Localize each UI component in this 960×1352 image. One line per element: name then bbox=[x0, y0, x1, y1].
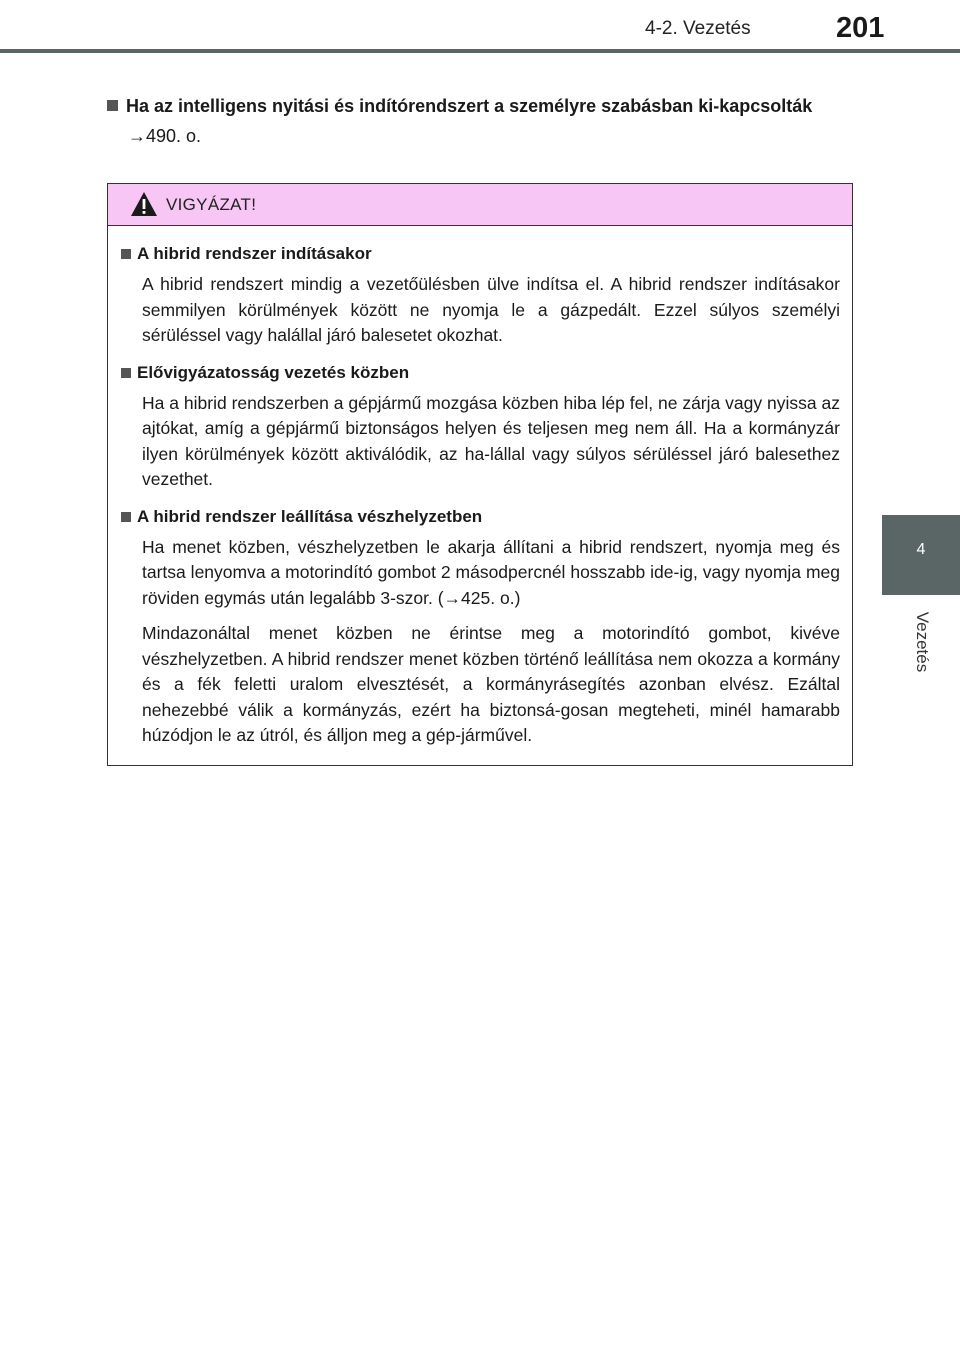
warning-box bbox=[107, 183, 853, 766]
warning-paragraph: Mindazonáltal menet közben ne érintse meg a motorindító gombot, kivéve vészhelyzetben. A hibrid rendszer menet közben történő leállítása nem okozza a kormány és a fék feletti uralom elvesztését, a kormányrásegítés azonban elvész. Ezáltal nehezebbé válik a kormányzás, ezért ha biztonsá-gosan megteheti, minél hamarabb húzódjon le az útról, és álljon meg a gép-járművel. bbox=[142, 623, 840, 745]
warning-section-title-text: A hibrid rendszer indításakor bbox=[137, 244, 372, 263]
warning-section-title bbox=[121, 506, 840, 528]
square-bullet-icon bbox=[121, 512, 131, 522]
warning-label: VIGYÁZAT! bbox=[166, 195, 257, 214]
page-reference: →490. o. bbox=[128, 126, 202, 146]
warning-section-title bbox=[121, 362, 840, 384]
warning-section bbox=[121, 506, 840, 749]
running-header-section: 4-2. Vezetés bbox=[645, 18, 751, 39]
chapter-tab-number: 4 bbox=[916, 541, 926, 558]
warning-section-title bbox=[121, 243, 840, 265]
page-number: 201 bbox=[836, 12, 885, 44]
warning-triangle-icon bbox=[130, 191, 158, 217]
warning-paragraph: Ha menet közben, vészhelyzetben le akarja állítani a hibrid rendszert, nyomja meg és tartsa lenyomva a motorindító gombot 2 másodpercnél hosszabb ide-ig, vagy nyomja meg röviden egymás után legalább 3-szor. (→425. o.) bbox=[142, 536, 840, 608]
intro-heading bbox=[107, 94, 852, 118]
warning-section-title-text: Elővigyázatosság vezetés közben bbox=[137, 362, 410, 382]
warning-section bbox=[121, 362, 840, 493]
square-bullet-icon bbox=[121, 368, 131, 378]
warning-section-title-text: A hibrid rendszer leállítása vészhelyzetben bbox=[137, 506, 483, 526]
square-bullet-icon bbox=[121, 249, 131, 259]
header-rule bbox=[0, 49, 960, 53]
chapter-tab bbox=[882, 515, 960, 595]
warning-section bbox=[121, 243, 840, 349]
square-bullet-icon bbox=[107, 100, 118, 111]
warning-paragraph: A hibrid rendszert mindig a vezetőülésben ülve indítsa el. A hibrid rendszer indításakor semmilyen körülmények között ne nyomja le a gázpedált. Ezzel súlyos személyi sérüléssel vagy halállal járó balesetet okozhat. bbox=[142, 274, 840, 345]
warning-body bbox=[108, 226, 852, 749]
warning-header bbox=[108, 184, 852, 226]
chapter-tab-label: Vezetés bbox=[913, 611, 932, 673]
warning-paragraph: Ha a hibrid rendszerben a gépjármű mozgása közben hiba lép fel, ne zárja vagy nyissa az ajtókat, amíg a gépjármű biztonságos helyen és teljesen meg nem áll. Ha a kormányzár ilyen körülmények között aktiválódik, az ha-lállal vagy súlyos sérüléssel járó balesethez vezethet. bbox=[142, 392, 840, 489]
intro-section bbox=[107, 94, 852, 148]
intro-heading-text: Ha az intelligens nyitási és indítórendszert a személyre szabásban ki-kapcsolták bbox=[126, 96, 813, 116]
